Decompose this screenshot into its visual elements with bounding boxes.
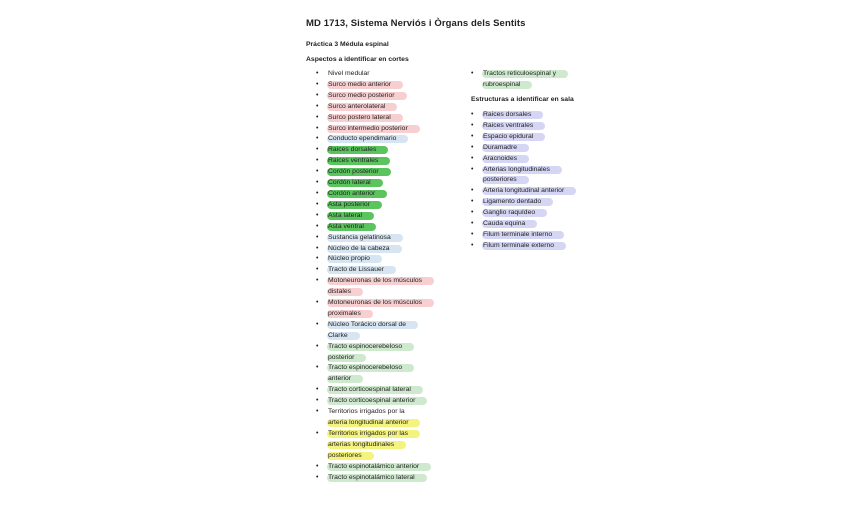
list-item xyxy=(316,462,456,473)
list-item-line xyxy=(483,197,601,208)
list-item xyxy=(316,320,456,342)
list-item-text: posteriores xyxy=(482,176,529,184)
list-item-line xyxy=(328,440,456,451)
list-item-text: Filum terminale externo xyxy=(482,242,566,250)
list-item xyxy=(316,91,456,102)
list-item xyxy=(316,69,456,80)
list-item xyxy=(471,230,601,241)
list-item-text: Cordón lateral xyxy=(327,179,383,187)
list-item-text: Cordón anterior xyxy=(327,190,387,198)
list-item xyxy=(316,429,456,462)
list-item-line xyxy=(328,342,456,353)
list-item-line xyxy=(328,189,456,200)
list-item-text: Raices ventrales xyxy=(327,157,390,165)
list-item-text: Territorios irrigados por la xyxy=(328,408,405,416)
list-item-line xyxy=(328,298,456,309)
list-item xyxy=(316,178,456,189)
list-item xyxy=(316,233,456,244)
list-item-text: Duramadre xyxy=(482,144,529,152)
list-item-text: Arterias longitudinales xyxy=(482,166,562,174)
list-item xyxy=(316,134,456,145)
list-item-line xyxy=(328,124,456,135)
section-heading-sala: Estructuras a identificar en sala xyxy=(471,96,574,103)
list-item-line xyxy=(483,143,601,154)
list-item-text: Nivel medular xyxy=(328,70,370,77)
list-item-line xyxy=(328,80,456,91)
list-item-line xyxy=(483,186,601,197)
list-item-line xyxy=(328,451,456,462)
list-item xyxy=(316,222,456,233)
list-item xyxy=(316,385,456,396)
list-item-line xyxy=(328,385,456,396)
list-item-text: Tracto corticoespinal lateral xyxy=(327,386,423,394)
list-item-text: Motoneuronas de los músculos xyxy=(327,299,434,307)
list-item-text: Asta ventral xyxy=(327,223,376,231)
list-item-line xyxy=(328,156,456,167)
list-item-line xyxy=(328,113,456,124)
list-item-text: Conducto ependimario xyxy=(327,135,408,143)
list-item-line xyxy=(328,353,456,364)
list-item-text: Tracto espinotalámico anterior xyxy=(327,463,431,471)
list-item-text: Aracnoides xyxy=(482,155,529,163)
list-item-line xyxy=(328,233,456,244)
list-item-line xyxy=(483,175,601,186)
list-item xyxy=(471,69,591,91)
list-item-line xyxy=(328,320,456,331)
list-item-text: Tracto de Lissauer xyxy=(327,266,396,274)
cortes-list-continued xyxy=(471,69,591,91)
list-item-text: Clarke xyxy=(327,332,360,340)
list-item-text: Raices ventrales xyxy=(482,122,545,130)
list-item-text: Arteria longitudinal anterior xyxy=(482,187,576,195)
list-item-line xyxy=(328,200,456,211)
list-item xyxy=(471,165,601,187)
list-item-line xyxy=(328,396,456,407)
list-item xyxy=(316,298,456,320)
list-item-line xyxy=(483,230,601,241)
list-item xyxy=(316,102,456,113)
sala-list xyxy=(471,110,601,252)
list-item-text: Surco intermedio posterior xyxy=(327,125,420,133)
list-item-line xyxy=(483,165,601,176)
list-item-text: posterior xyxy=(327,354,366,362)
list-item xyxy=(316,113,456,124)
list-item xyxy=(471,132,601,143)
list-item-text: Cordón posterior xyxy=(327,168,391,176)
list-item-text: Raices dorsales xyxy=(327,146,388,154)
list-item xyxy=(471,154,601,165)
list-item xyxy=(316,396,456,407)
list-item-text: Cauda equina xyxy=(482,220,537,228)
list-item-line xyxy=(328,309,456,320)
list-item xyxy=(471,110,601,121)
list-item xyxy=(471,208,601,219)
list-item xyxy=(316,254,456,265)
list-item-line xyxy=(483,80,591,91)
list-item-text: Tracto corticoespinal anterior xyxy=(327,397,427,405)
list-item-line xyxy=(328,211,456,222)
list-item-line xyxy=(328,374,456,385)
list-item-line xyxy=(328,91,456,102)
list-item-text: Núcleo de la cabeza xyxy=(327,245,402,253)
list-item-text: Tracto espinocerebeloso xyxy=(327,343,414,351)
list-item xyxy=(471,241,601,252)
list-item-text: arteria longitudinal anterior xyxy=(327,419,420,427)
list-item-line xyxy=(483,110,601,121)
list-item-text: distales xyxy=(327,288,363,296)
list-item xyxy=(316,473,456,484)
list-item-line xyxy=(328,418,456,429)
list-item-text: Raices dorsales xyxy=(482,111,543,119)
list-item-line xyxy=(328,429,456,440)
list-item-text: Tractos reticuloespinal y xyxy=(482,70,568,78)
list-item xyxy=(316,80,456,91)
list-item-line xyxy=(328,254,456,265)
list-item-text: Asta posterior xyxy=(327,201,382,209)
list-item-text: Tracto espinotalámico lateral xyxy=(327,474,427,482)
list-item-line xyxy=(328,69,456,80)
list-item-line xyxy=(328,178,456,189)
list-item-line xyxy=(483,208,601,219)
list-item-text: rubroespinal xyxy=(482,81,532,89)
cortes-list xyxy=(316,69,456,483)
list-item xyxy=(316,211,456,222)
practice-subtitle: Práctica 3 Médula espinal xyxy=(306,41,389,48)
list-item xyxy=(316,156,456,167)
list-item-line xyxy=(483,241,601,252)
list-item-text: Surco postero lateral xyxy=(327,114,403,122)
list-item-text: anterior xyxy=(327,375,363,383)
list-item-line xyxy=(328,462,456,473)
list-item-text: Espacio epidural xyxy=(482,133,545,141)
list-item xyxy=(316,200,456,211)
list-item xyxy=(316,342,456,364)
list-item-line xyxy=(328,244,456,255)
list-item xyxy=(316,276,456,298)
list-item-line xyxy=(328,276,456,287)
list-item-line xyxy=(328,167,456,178)
list-item-text: Ganglio raquídeo xyxy=(482,209,547,217)
list-item-line xyxy=(328,331,456,342)
list-item-text: Surco medio posterior xyxy=(327,92,407,100)
list-item-line xyxy=(483,132,601,143)
list-item xyxy=(316,145,456,156)
list-item-line xyxy=(328,145,456,156)
list-item-text: Tracto espinocerebeloso xyxy=(327,364,414,372)
list-item xyxy=(471,121,601,132)
list-item-text: posteriores xyxy=(327,452,374,460)
list-item-line xyxy=(328,134,456,145)
list-item xyxy=(471,143,601,154)
list-item-line xyxy=(328,222,456,233)
list-item xyxy=(316,363,456,385)
list-item-line xyxy=(328,363,456,374)
list-item-text: Núcleo Torácico dorsal de xyxy=(327,321,418,329)
list-item-line xyxy=(328,265,456,276)
list-item-line xyxy=(483,219,601,230)
list-item xyxy=(316,407,456,429)
list-item-text: Sustancia gelatinosa xyxy=(327,234,403,242)
list-item-text: Surco anterolateral xyxy=(327,103,397,111)
section-heading-cortes: Aspectos a identificar en cortes xyxy=(306,56,409,63)
list-item xyxy=(316,265,456,276)
list-item xyxy=(316,244,456,255)
list-item-text: Surco medio anterior xyxy=(327,81,403,89)
list-item xyxy=(316,167,456,178)
list-item-line xyxy=(483,69,591,80)
list-item-text: Filum terminale interno xyxy=(482,231,564,239)
list-item-text: Motoneuronas de los músculos xyxy=(327,277,434,285)
document-title: MD 1713, Sistema Nerviós i Òrgans dels Sentits xyxy=(306,18,526,29)
list-item xyxy=(471,186,601,197)
list-item-line xyxy=(328,473,456,484)
list-item-line xyxy=(483,154,601,165)
list-item xyxy=(316,189,456,200)
list-item-text: proximales xyxy=(327,310,373,318)
list-item-text: arterias longitudinales xyxy=(327,441,406,449)
list-item-line xyxy=(483,121,601,132)
list-item-text: Asta lateral xyxy=(327,212,374,220)
list-item-line xyxy=(328,407,456,418)
list-item xyxy=(316,124,456,135)
list-item xyxy=(471,219,601,230)
list-item-text: Ligamento dentado xyxy=(482,198,553,206)
list-item-line xyxy=(328,102,456,113)
list-item-text: Núcleo propio xyxy=(327,255,382,263)
list-item-text: Territorios irrigados por las xyxy=(327,430,420,438)
list-item xyxy=(471,197,601,208)
list-item-line xyxy=(328,287,456,298)
